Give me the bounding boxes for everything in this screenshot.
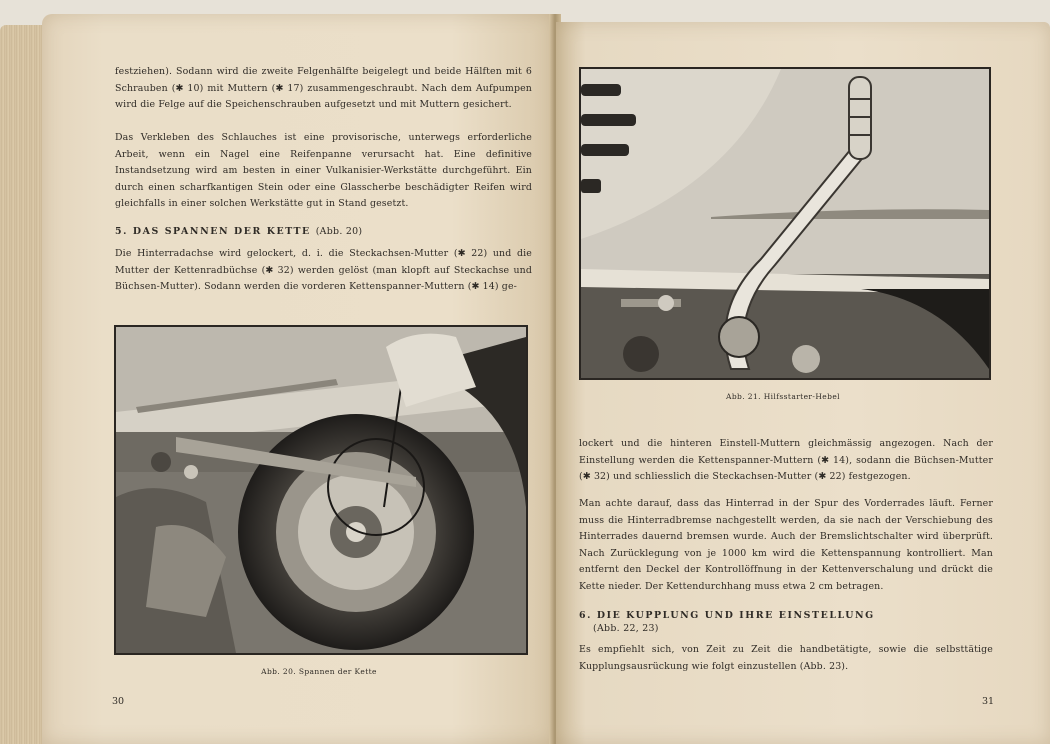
section-6-heading: [579, 610, 993, 634]
right-paragraph-2: Man achte darauf, dass das Hinterrad in der Spur des Vorderrades läuft. Ferner muss die Hinterradbremse nachgestellt werden, da sie nach der Verschiebung des Hinterrades dauernd bremsen wurde. Auch der Bremslichtschalter wird überprüft. Nach Zurücklegung von je 1000 km wird die Kettenspannung kontrolliert. Man entfernt den Deckel der Kontrollöffnung in der Kettenverschalung und drückt die Kette nieder. Der Kettendurchhang muss etwa 2 cm betragen.: [579, 498, 993, 592]
left-page-number: 30: [112, 696, 125, 707]
left-paragraph-2: Das Verkleben des Schlauches ist eine provisorische, unterwegs erforderliche Arbeit, wenn ein Nagel eine Reifenpanne verursacht hat. Eine definitive Instandsetzung wird am besten in einer Vulkanisier-Werkstätte durchgeführt. Ein durch einen scharfkantigen Stein oder eine Glasscherbe beschädigter Reifen wird gleichfalls in einer solchen Werkstätte gut in Stand gesetzt.: [115, 132, 532, 209]
figure-21-caption: Abb. 21. Hilfsstarter-Hebel: [726, 392, 840, 401]
section-6-title: 6. DIE KUPPLUNG UND IHRE EINSTELLUNG: [579, 610, 875, 621]
section-6-figure-ref: (Abb. 22, 23): [593, 623, 659, 634]
left-paragraph-1: festziehen). Sodann wird die zweite Felgenhälfte beigelegt und beide Hälften mit 6 Schrauben (✱ 10) mit Muttern (✱ 17) zusammengeschraubt. Nach dem Aufpumpen wird die Felge auf die Speichenschrauben aufgesetzt und mit Muttern gesichert.: [115, 66, 532, 110]
figure-20-photo: [114, 325, 528, 655]
right-paragraph-1: lockert und die hinteren Einstell-Muttern gleichmässig angezogen. Nach der Einstellung werden die Kettenspanner-Muttern (✱ 14), sodann die Büchsen-Mutter (✱ 32) und schliesslich die Steckachsen-Mutter (✱ 22) festgezogen.: [579, 438, 993, 482]
section-5-text: Die Hinterradachse wird gelockert, d. i. die Steckachsen-Mutter (✱ 22) und die Mutter der Kettenradbüchse (✱ 32) werden gelöst (man klopft auf Steckachse und Büchsen-Mutter). Sodann werden die vorderen Kettenspanner-Muttern (✱ 14) ge-: [115, 248, 532, 292]
figure-20-caption: Abb. 20. Spannen der Kette: [261, 667, 377, 676]
section-5-figure-ref: (Abb. 20): [315, 226, 363, 237]
figure-21-photo: [579, 67, 991, 380]
right-page-number: 31: [982, 696, 995, 707]
right-paragraph-3: Es empfiehlt sich, von Zeit zu Zeit die handbetätigte, sowie die selbsttätige Kupplungsausrückung wie folgt einzustellen (Abb. 23).: [579, 644, 993, 672]
section-5-title: 5. DAS SPANNEN DER KETTE: [115, 226, 311, 237]
section-5-heading: [115, 226, 532, 237]
